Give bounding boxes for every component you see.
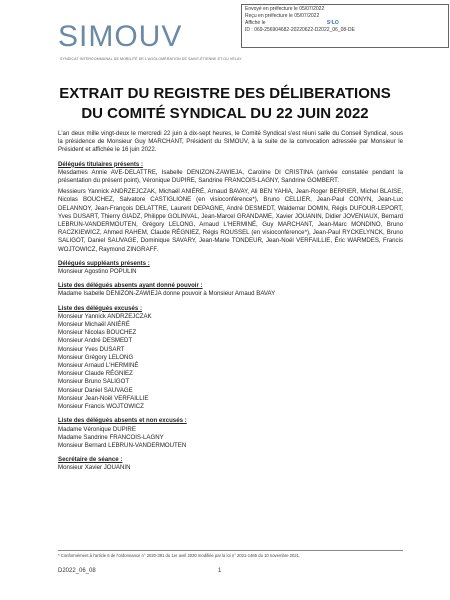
list-item: Monsieur André DESMEDT	[58, 337, 133, 345]
non-excuses-heading: Liste des délégués absents et non excusés :	[58, 417, 187, 425]
title-line-1: EXTRAIT DU REGISTRE DES DÉLIBERATIONS	[59, 85, 391, 102]
list-item: Monsieur Yves DUSART	[58, 345, 125, 353]
pouvoir-heading: Liste des délégués absents ayant donné pouvoir :	[58, 282, 203, 290]
document-reference: D2022_06_08	[58, 568, 96, 574]
stamp-id-line: ID : 069-256904682-20220622-D2022_06_08-DE	[245, 27, 355, 33]
list-item: Monsieur Grégory LELONG	[58, 353, 134, 361]
titulaires-mesdames: Mesdames Annie AVE-DELATTRE, Isabelle DENIZON-ZAWIEJA, Caroline DI CRISTINA (arrivée constatée pendant la présentation du présent point), Véronique DUPIRE, Sandrine FRANCOIS-LAGNY, Sandrine GOMBERT.	[58, 168, 403, 185]
document-title	[0, 84, 450, 124]
list-item: Monsieur Bernard LEBRUN-VANDERMOUTEN	[58, 441, 187, 449]
secretaire-line: Monsieur Xavier JOUANIN	[58, 464, 131, 472]
titulaires-heading: Délégués titulaires présents :	[58, 160, 144, 168]
page-number: 1	[218, 568, 222, 574]
suppleants-heading: Délégués suppléants présents :	[58, 259, 150, 267]
logo-subtitle: SYNDICAT INTERCOMMUNAL DE MOBILITÉ DE L'AGGLOMÉRATION DE SAINT-ÉTIENNE ET DU VELAY	[60, 57, 242, 61]
list-item: Monsieur Yannick ANDRZEJCZAK	[58, 312, 152, 320]
non-excuses-list	[58, 426, 403, 451]
list-item: Monsieur Bruno SALIGOT	[58, 378, 130, 386]
list-item: Monsieur Arnaud L'HERMINÉ	[58, 362, 139, 370]
list-item: Monsieur Jean-Noël VERFAILLIE	[58, 394, 149, 402]
title-line-2: DU COMITÉ SYNDICAL DU 22 JUIN 2022	[81, 105, 369, 122]
excuses-list	[58, 313, 403, 411]
secretaire-heading: Secrétaire de séance :	[58, 456, 123, 464]
s2lo-logo: S²LO	[326, 20, 339, 26]
pouvoir-line: Madame Isabelle DENIZON-ZAWIEJA donne pouvoir à Monsieur Arnaud BAVAY	[58, 290, 276, 298]
titulaires-messieurs: Messieurs Yannick ANDRZEJCZAK, Michaël ANIÉRÉ, Arnaud BAVAY, Ali BEN YAHIA, Jean-Roger BERRIER, Michel BLAISE, Nicolas BOUCHEZ, Salvatore CASTIGLIONE (en visioconférence*), Bruno CELLIER, Jean-Paul CONYN, Jean-Luc DELANNOY, Jean-François DELATTRE, Laurent DEPAGNE, André DESMEDT, Waldemar DOMIN, Régis DUFOUR-LEPORT, Yves DUSART, Thierry GIADZ, Philippe GOLINVAL, Jean-Marcel GRANDAME, Xavier JOUANIN, Didier JOVENIAUX, Bernard LEBRUN-VANDERMOUTEN, Grégory LELONG, Arnaud L'HERMINÉ, Guy MARCHANT, Jean-Marc MONDINO, Bruno RACZKIEWICZ, Ahmed RAHEM, Claude RÉGNIEZ, Régis ROUSSEL (en visioconférence*), Jean-Paul RYCKELYNCK, Bruno SALIGOT, Daniel SAUVAGE, Dominique SAVARY, Jean-Marie TONDEUR, Jean-Noël VERFAILLIE, Éric WARMDES, Francis WOJTOWICZ, Raymond ZINGRAFF.	[58, 188, 403, 253]
list-item: Monsieur Michaël ANIÉRÉ	[58, 321, 130, 329]
stamp-sent-line: Envoyé en préfecture le 05/07/2022	[245, 6, 325, 12]
list-item: Monsieur Nicolas BOUCHEZ	[58, 329, 137, 337]
simouv-logo: SIMOUV	[58, 20, 183, 53]
list-item: Monsieur Claude RÉGNIEZ	[58, 370, 133, 378]
intro-paragraph: L'an deux mille vingt-deux le mercredi 22 juin à dix-sept heures, le Comité Syndical s'est réuni salle du Conseil Syndical, sous la présidence de Monsieur Guy MARCHANT, Président du SIMOUV, à la suite de la convocation adressée par Monsieur le Président et affichée le 16 juin 2022.	[58, 130, 403, 154]
document-body	[58, 130, 403, 473]
suppleants-line: Monsieur Agostino POPULIN	[58, 268, 137, 276]
stamp-posted-line: Affiché le S²LO	[245, 20, 339, 26]
footnote: * Conformément à l'article 6 de l'ordonnance n° 2020-391 du 1er avril 2020 modifiée par la loi n° 2021-1465 du 10 novembre 2021.	[58, 550, 403, 558]
stamp-received-line: Reçu en préfecture le 05/07/2022	[245, 13, 320, 19]
excuses-heading: Liste des délégués excusés :	[58, 304, 142, 312]
prefecture-stamp	[241, 4, 449, 48]
list-item: Madame Sandrine FRANCOIS-LAGNY	[58, 433, 164, 441]
list-item: Madame Véronique DUPIRE	[58, 425, 136, 433]
list-item: Monsieur Francis WOJTOWICZ	[58, 403, 144, 411]
list-item: Monsieur Daniel SAUVAGE	[58, 386, 133, 394]
